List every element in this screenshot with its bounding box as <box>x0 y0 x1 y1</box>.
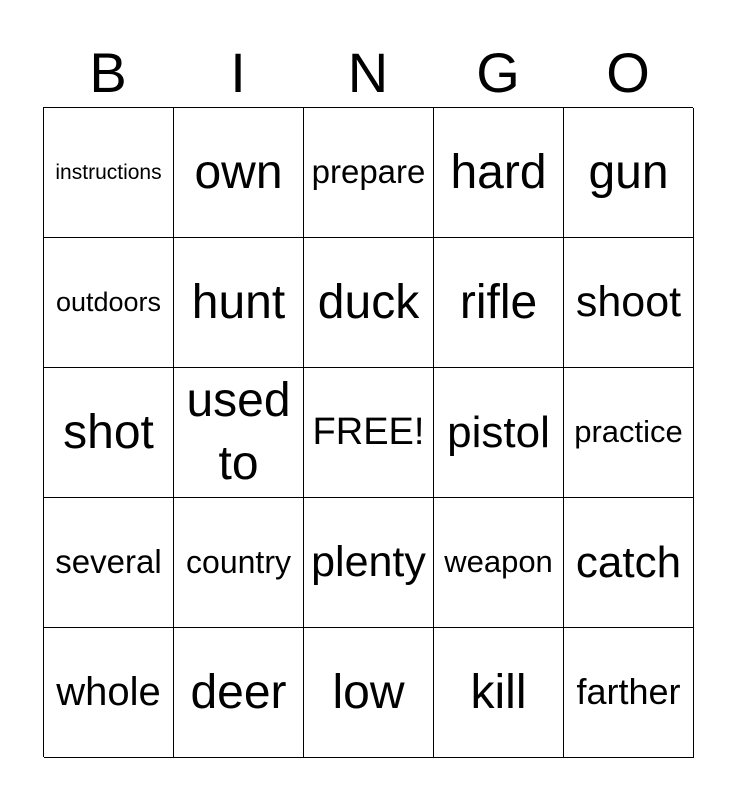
cell-word: FREE! <box>312 411 425 454</box>
cell-word: pistol <box>447 407 550 457</box>
cell-word: rifle <box>459 275 538 329</box>
cell-word: gun <box>588 145 669 199</box>
bingo-cell[interactable] <box>304 108 434 238</box>
cell-word: low <box>332 665 405 719</box>
bingo-cell[interactable] <box>174 498 304 628</box>
cell-word: used to <box>186 374 291 490</box>
bingo-cell[interactable] <box>434 628 564 758</box>
cell-word: outdoors <box>55 287 162 318</box>
cell-word: country <box>186 543 291 580</box>
cell-word: shot <box>63 405 154 459</box>
bingo-board <box>43 107 693 757</box>
bingo-cell[interactable] <box>304 238 434 368</box>
cell-word: whole <box>56 670 161 715</box>
cell-word: several <box>55 543 162 581</box>
bingo-cell[interactable] <box>434 108 564 238</box>
bingo-cell[interactable] <box>44 108 174 238</box>
bingo-cell[interactable] <box>174 108 304 238</box>
header-letter-b: B <box>89 41 127 104</box>
bingo-cell[interactable] <box>44 628 174 758</box>
bingo-cell[interactable] <box>44 368 174 498</box>
bingo-cell[interactable] <box>564 368 694 498</box>
bingo-cell[interactable] <box>564 108 694 238</box>
bingo-cell[interactable] <box>44 238 174 368</box>
cell-word: instructions <box>55 160 162 184</box>
cell-word: shoot <box>575 278 682 327</box>
cell-word: practice <box>574 414 683 450</box>
bingo-cell[interactable] <box>304 368 434 498</box>
header-letter-o: O <box>606 41 650 104</box>
cell-word: plenty <box>311 538 426 587</box>
bingo-cell[interactable] <box>564 238 694 368</box>
cell-word: deer <box>190 665 287 719</box>
cell-word: prepare <box>311 153 426 191</box>
bingo-cell[interactable] <box>304 628 434 758</box>
cell-word: weapon <box>444 544 553 580</box>
cell-word: farther <box>576 671 681 713</box>
cell-word: duck <box>317 275 420 329</box>
bingo-cell[interactable] <box>174 238 304 368</box>
cell-word: catch <box>575 537 682 587</box>
bingo-cell[interactable] <box>434 238 564 368</box>
header-letter-i: I <box>230 41 246 104</box>
cell-word: kill <box>470 665 527 719</box>
cell-word: own <box>194 145 283 199</box>
bingo-cell[interactable] <box>564 498 694 628</box>
bingo-cell[interactable] <box>174 628 304 758</box>
bingo-cell[interactable] <box>564 628 694 758</box>
cell-word: hard <box>450 145 547 199</box>
bingo-cell[interactable] <box>44 498 174 628</box>
header-letter-g: G <box>476 41 520 104</box>
bingo-header <box>43 38 693 108</box>
header-letter-n: N <box>347 41 389 104</box>
cell-word: hunt <box>191 275 286 329</box>
bingo-cell[interactable] <box>304 498 434 628</box>
bingo-cell[interactable] <box>434 498 564 628</box>
bingo-cell[interactable] <box>174 368 304 498</box>
bingo-cell[interactable] <box>434 368 564 498</box>
